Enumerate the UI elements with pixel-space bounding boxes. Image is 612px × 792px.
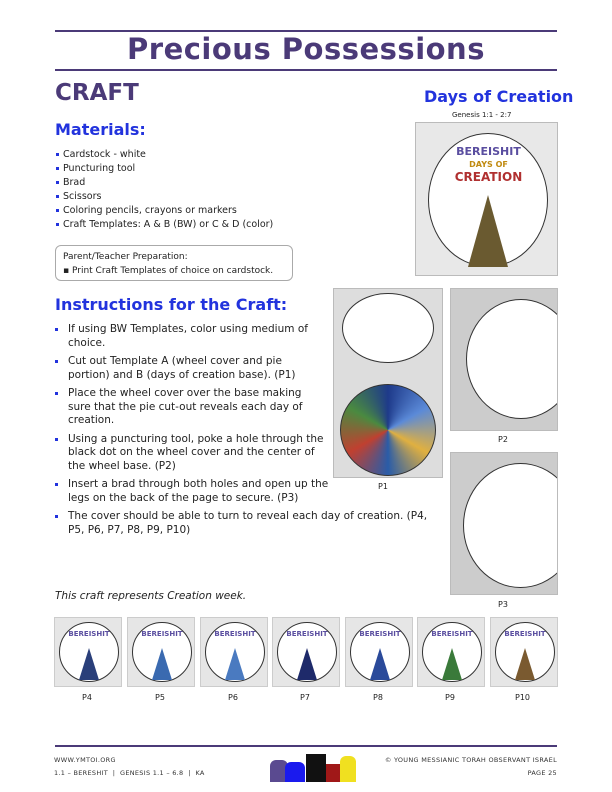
caption-p10: P10 [515, 693, 531, 702]
wheel-text: BEREISHIT [456, 145, 521, 158]
wheel-text: DAYS OF [469, 160, 508, 169]
list-item: Craft Templates: A & B (BW) or C & D (color) [56, 218, 273, 232]
list-item: Cardstock - white [56, 148, 273, 162]
pie-wedge [225, 648, 245, 680]
pie-wedge [442, 648, 462, 680]
list-item: Puncturing tool [56, 162, 273, 176]
footer-info: 1.1 – BERESHIT | GENESIS 1.1 – 6.8 | KA [54, 769, 205, 777]
caption-p5: P5 [155, 693, 165, 702]
list-item: Place the wheel cover over the base making sure that the pie cut-out reveals each day of creation. [55, 387, 325, 428]
caption-p8: P8 [373, 693, 383, 702]
caption-p7: P7 [300, 693, 310, 702]
pie-wedge [297, 648, 317, 680]
wheel-text: BEREISHIT [214, 630, 256, 638]
pie-wedge [515, 648, 535, 680]
list-item: If using BW Templates, color using medium of choice. [55, 323, 325, 350]
footer-parsha: 1.1 – BERESHIT [54, 769, 109, 777]
wheel [466, 299, 558, 419]
instructions-heading: Instructions for the Craft: [55, 295, 288, 314]
wheel-cover [342, 293, 434, 363]
footer-page: PAGE 25 [527, 769, 557, 777]
list-item: Insert a brad through both holes and open up the legs on the back of the page to secure. (P3) [55, 478, 330, 505]
wheel [463, 463, 558, 588]
thumb-p6 [200, 617, 268, 687]
photo-p3 [450, 452, 558, 595]
wheel-text: BEREISHIT [359, 630, 401, 638]
wheel-base [340, 384, 436, 476]
footer-rule [55, 745, 557, 747]
caption-p4: P4 [82, 693, 92, 702]
pie-wedge [468, 195, 508, 267]
thumb-p10 [490, 617, 558, 687]
list-item: Cut out Template A (wheel cover and pie portion) and B (days of creation base). (P1) [55, 355, 325, 382]
wheel-text: BEREISHIT [68, 630, 110, 638]
photo-p2 [450, 288, 558, 431]
footer-ref: GENESIS 1.1 – 6.8 [119, 769, 184, 777]
thumb-p7 [272, 617, 340, 687]
caption-p1: P1 [378, 482, 388, 491]
wheel-text: BEREISHIT [431, 630, 473, 638]
thumb-p4 [54, 617, 122, 687]
side-title: Days of Creation [424, 87, 574, 106]
caption-p3: P3 [498, 600, 508, 609]
wheel-text: BEREISHIT [141, 630, 183, 638]
list-item: The cover should be able to turn to reveal each day of creation. (P4, P5, P6, P7, P8, P9, P10) [55, 510, 435, 537]
page-title: Precious Possessions [127, 32, 485, 66]
pie-wedge [370, 648, 390, 680]
main-craft-photo [415, 122, 558, 276]
list-item: Using a puncturing tool, poke a hole through the black dot on the wheel cover and the center of the wheel base. (P2) [55, 433, 325, 474]
pie-wedge [152, 648, 172, 680]
footer-url[interactable]: WWW.YMTOI.ORG [54, 756, 116, 764]
wheel-text: BEREISHIT [504, 630, 546, 638]
pie-wedge [79, 648, 99, 680]
caption-p2: P2 [498, 435, 508, 444]
thumb-p9 [417, 617, 485, 687]
prep-box [55, 245, 293, 281]
prep-item: ▪ Print Craft Templates of choice on cardstock. [63, 266, 274, 276]
footer-grade: KA [195, 769, 205, 777]
thumb-p5 [127, 617, 195, 687]
prep-item-text: Print Craft Templates of choice on cardstock. [71, 266, 274, 276]
logo [270, 752, 355, 782]
side-ref: Genesis 1:1 - 2:7 [452, 111, 512, 119]
caption-p9: P9 [445, 693, 455, 702]
list-item: Brad [56, 176, 273, 190]
title-rule [55, 69, 557, 71]
prep-title: Parent/Teacher Preparation: [63, 252, 188, 262]
wheel-text: BEREISHIT [286, 630, 328, 638]
craft-note: This craft represents Creation week. [55, 590, 247, 602]
caption-p6: P6 [228, 693, 238, 702]
photo-p1 [333, 288, 443, 478]
craft-heading: CRAFT [55, 80, 139, 106]
list-item: Scissors [56, 190, 273, 204]
footer-copyright: © YOUNG MESSIANIC TORAH OBSERVANT ISRAEL [384, 756, 557, 764]
wheel-text: CREATION [454, 170, 523, 184]
thumb-p8 [345, 617, 413, 687]
list-item: Coloring pencils, crayons or markers [56, 204, 273, 218]
materials-list [56, 148, 273, 232]
materials-heading: Materials: [55, 120, 146, 139]
